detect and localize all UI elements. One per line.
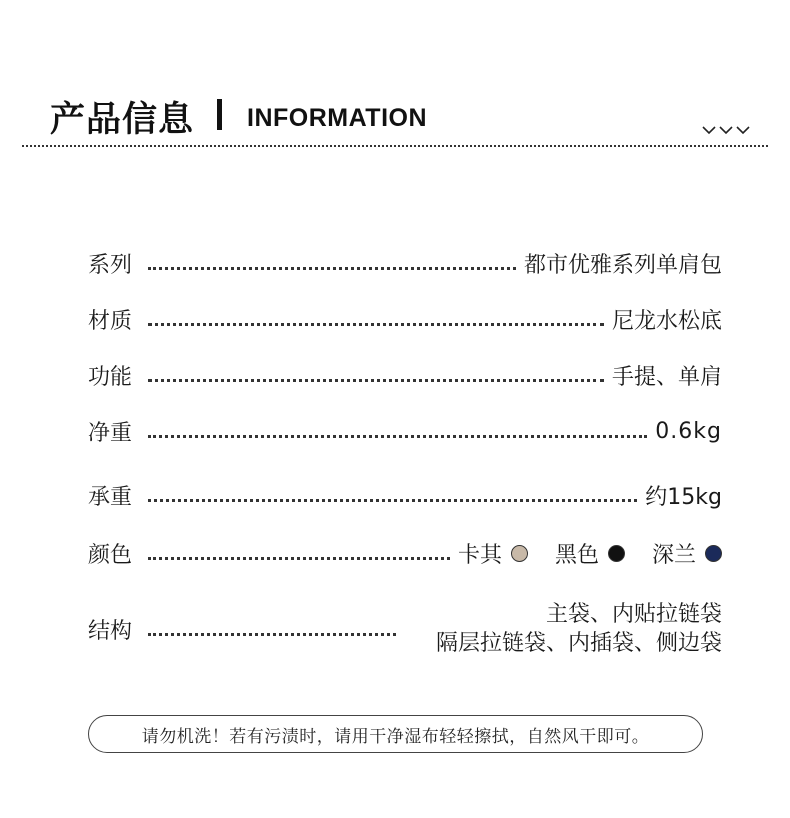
spec-row-function — [88, 360, 722, 391]
header-dotted-rule — [22, 145, 768, 147]
structure-line: 隔层拉链袋、内插袋、侧边袋 — [435, 631, 722, 656]
structure-values — [404, 600, 722, 658]
dotted-leader — [148, 633, 396, 636]
spec-label: 颜色 — [88, 543, 133, 568]
spec-value: 都市优雅系列单肩包 — [523, 253, 722, 278]
structure-line: 主袋、内贴拉链袋 — [545, 602, 722, 627]
spec-label: 功能 — [88, 365, 133, 390]
color-name: 卡其 — [457, 543, 502, 568]
spec-row-colors — [88, 538, 722, 569]
spec-label: 净重 — [88, 421, 133, 446]
color-option-black — [555, 538, 625, 569]
spec-row-structure — [88, 600, 722, 658]
color-name: 黑色 — [554, 543, 599, 568]
care-notice: 请勿机洗！若有污渍时，请用干净湿布轻轻擦拭，自然风干即可。 — [88, 715, 703, 753]
color-option-khaki — [458, 538, 528, 569]
header-divider-bar — [217, 99, 222, 130]
dotted-leader — [148, 499, 637, 502]
spec-row-load-capacity — [88, 480, 722, 511]
spec-value: 尼龙水松底 — [611, 309, 722, 334]
spec-value: 0.6kg — [655, 419, 722, 444]
color-options — [458, 538, 722, 569]
spec-value: 约15kg — [645, 485, 722, 510]
header-title-chinese: 产品信息 — [50, 100, 195, 140]
header-title-english: INFORMATION — [247, 104, 428, 132]
dotted-leader — [148, 435, 647, 438]
dotted-leader — [148, 379, 604, 382]
spec-row-material — [88, 304, 722, 335]
spec-row-net-weight — [88, 416, 722, 447]
spec-value: 手提、单肩 — [611, 365, 722, 390]
spec-label: 承重 — [88, 485, 133, 510]
color-option-navy — [652, 538, 722, 569]
spec-label: 材质 — [88, 309, 133, 334]
spec-label: 系列 — [88, 253, 133, 278]
dotted-leader — [148, 323, 604, 326]
color-name: 深兰 — [651, 543, 696, 568]
dotted-leader — [148, 557, 450, 560]
color-swatch — [705, 545, 722, 562]
dotted-leader — [148, 267, 516, 270]
color-swatch — [608, 545, 625, 562]
color-swatch — [511, 545, 528, 562]
spec-label: 结构 — [88, 618, 133, 644]
spec-row-series — [88, 248, 722, 279]
chevrons-down-icon — [702, 125, 750, 135]
